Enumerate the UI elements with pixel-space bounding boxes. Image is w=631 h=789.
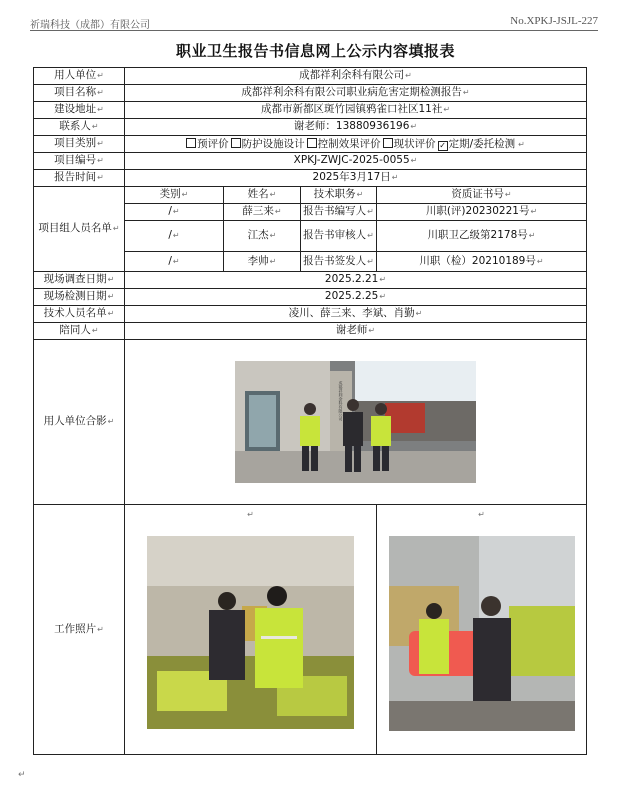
category-option-label: 防护设施设计 [241, 137, 305, 150]
group-photo [235, 361, 476, 483]
category-option [231, 138, 305, 150]
row-project-no [34, 153, 587, 170]
category-option [186, 138, 229, 150]
category-options: 预评价 防护设施设计 控制效果评价 现状评价 ✓ 定期/委托检测 ↵ [125, 136, 587, 153]
team-header-cert: 资质证书号↵ [377, 187, 587, 204]
category-option [383, 138, 436, 150]
team-row-duty: 报告书审核人↵ [301, 221, 377, 252]
paragraph-mark: ↵ [18, 770, 26, 780]
team-header-category: 类别↵ [125, 187, 224, 204]
project-name-label: 项目名称↵ [34, 85, 125, 102]
row-category [34, 136, 587, 153]
row-site-survey [34, 272, 587, 289]
work-photo-2-illustration [389, 536, 575, 731]
tech-staff-value: 凌川、薛三来、李斌、肖勤↵ [125, 306, 587, 323]
site-survey-label: 现场调查日期↵ [34, 272, 125, 289]
signboard-text: 成都祥利余科有限公司 [338, 381, 344, 421]
category-option-label: 现状评价 [393, 137, 436, 150]
header-doc-number: No.XPKJ-JSJL-227 [510, 15, 598, 27]
category-option [307, 138, 381, 150]
unchecked-box-icon [231, 138, 241, 148]
escort-label: 陪同人↵ [34, 323, 125, 340]
row-group-photo [34, 340, 587, 505]
row-tech-staff [34, 306, 587, 323]
work-photo-label: 工作照片↵ [34, 505, 125, 755]
row-escort [34, 323, 587, 340]
work-photo-1 [147, 536, 354, 729]
team-row-cert: 川职(评)20230221号↵ [377, 204, 587, 221]
team-label: 项目组人员名单↵ [34, 187, 125, 272]
unchecked-box-icon [307, 138, 317, 148]
team-row-name: 李帅↵ [224, 252, 301, 272]
group-photo-label: 用人单位合影↵ [34, 340, 125, 505]
row-contact [34, 119, 587, 136]
category-option-label: 预评价 [197, 137, 229, 150]
row-work-photos [34, 505, 587, 755]
team-row-duty: 报告书编写人↵ [301, 204, 377, 221]
team-row-category: /↵ [125, 204, 224, 221]
work-photo-cell-2: ↵ [377, 505, 587, 755]
contact-value: 谢老师：13880936196↵ [125, 119, 587, 136]
team-row-category: /↵ [125, 221, 224, 252]
header-company: 祈瑞科技（成都）有限公司 [30, 20, 150, 31]
team-row-duty: 报告书签发人↵ [301, 252, 377, 272]
category-label: 项目类别↵ [34, 136, 125, 153]
category-option-label: 控制效果评价 [317, 137, 381, 150]
project-name-value: 成都祥利余科有限公司职业病危害定期检测报告↵ [125, 85, 587, 102]
contact-label: 联系人↵ [34, 119, 125, 136]
disclosure-form-table [33, 67, 587, 755]
unchecked-box-icon [383, 138, 393, 148]
row-employer [34, 68, 587, 85]
row-site-test [34, 289, 587, 306]
employer-label: 用人单位↵ [34, 68, 125, 85]
team-header-duty: 技术职务↵ [301, 187, 377, 204]
site-test-value: 2025.2.25↵ [125, 289, 587, 306]
team-row-cert: 川职卫乙级第2178号↵ [377, 221, 587, 252]
team-header-row [34, 187, 587, 204]
work-photo-cell-1: ↵ [125, 505, 377, 755]
group-photo-cell [125, 340, 587, 505]
project-no-value: XPKJ-ZWJC-2025-0055↵ [125, 153, 587, 170]
project-no-label: 项目编号↵ [34, 153, 125, 170]
form-title: 职业卫生报告书信息网上公示内容填报表 [175, 42, 455, 60]
category-option-label: 定期/委托检测 [448, 137, 516, 150]
address-value: 成都市新都区斑竹园镇鸦雀口社区11社↵ [125, 102, 587, 119]
site-survey-value: 2025.2.21↵ [125, 272, 587, 289]
row-address [34, 102, 587, 119]
report-date-label: 报告时间↵ [34, 170, 125, 187]
team-row-cert: 川职（检）20210189号↵ [377, 252, 587, 272]
work-photo-2 [389, 536, 575, 731]
address-label: 建设地址↵ [34, 102, 125, 119]
team-row-category: /↵ [125, 252, 224, 272]
employer-value: 成都祥利余科有限公司↵ [125, 68, 587, 85]
team-header-name: 姓名↵ [224, 187, 301, 204]
row-project-name [34, 85, 587, 102]
checked-box-icon: ✓ [439, 140, 446, 150]
site-test-label: 现场检测日期↵ [34, 289, 125, 306]
team-row-name: 薛三来↵ [224, 204, 301, 221]
unchecked-box-icon [186, 138, 196, 148]
group-photo-illustration [235, 361, 476, 483]
report-date-value: 2025年3月17日↵ [125, 170, 587, 187]
team-row-name: 江杰↵ [224, 221, 301, 252]
tech-staff-label: 技术人员名单↵ [34, 306, 125, 323]
page-header [30, 12, 598, 31]
row-report-date [34, 170, 587, 187]
category-option [438, 138, 516, 150]
work-photo-1-illustration [147, 536, 354, 729]
escort-value: 谢老师↵ [125, 323, 587, 340]
